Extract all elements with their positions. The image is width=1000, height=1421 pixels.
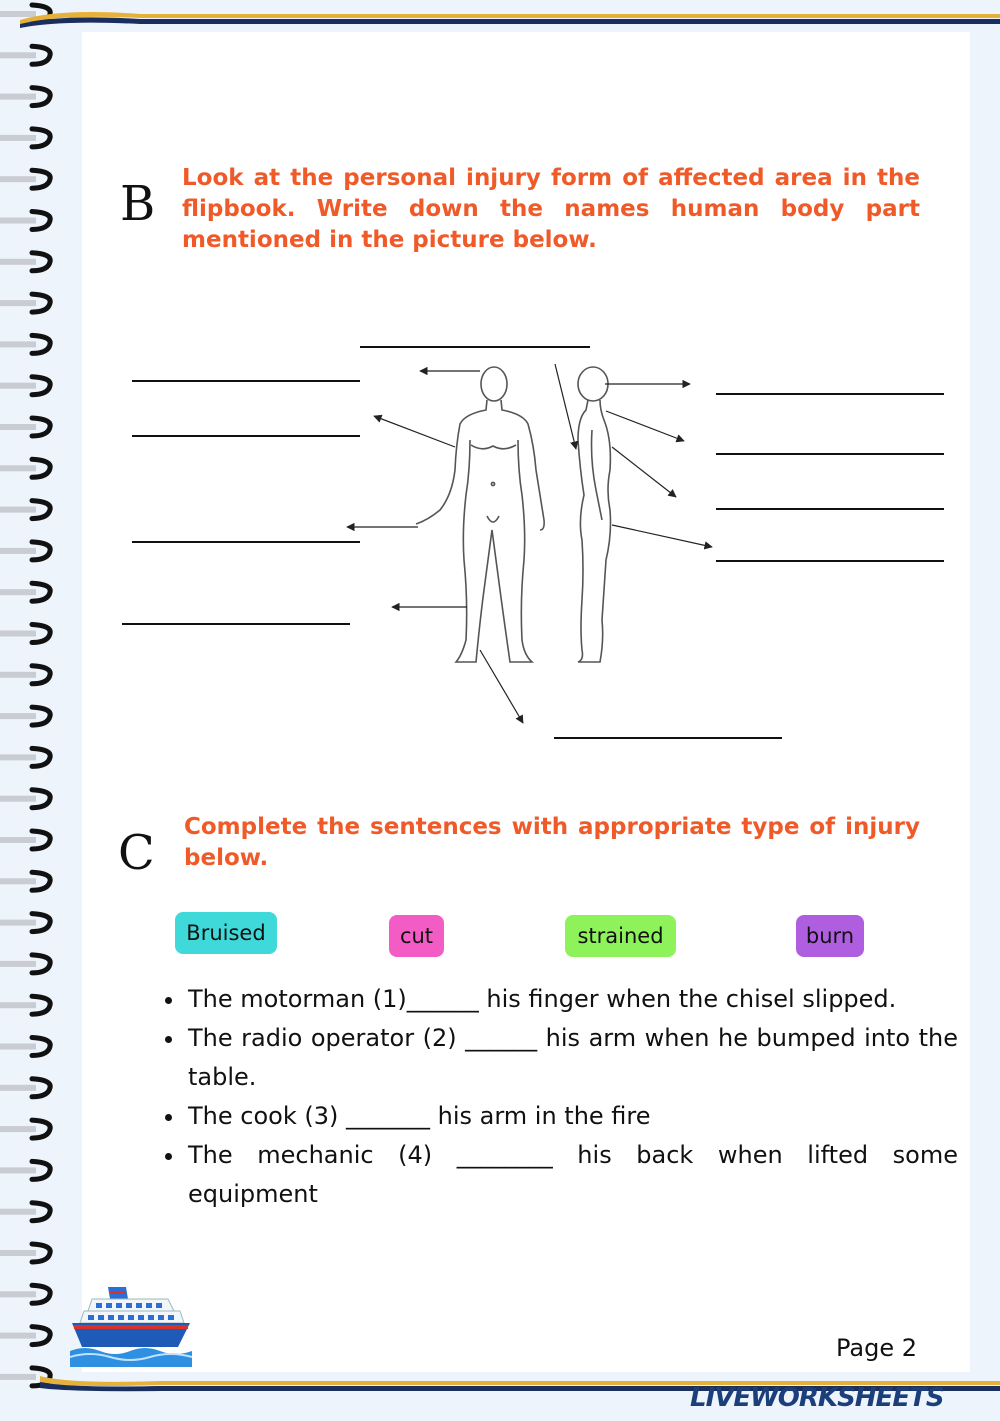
word-chip-burn[interactable]: burn	[796, 915, 864, 957]
spiral-ring	[0, 790, 50, 808]
spiral-ring	[0, 583, 50, 601]
spiral-ring	[0, 294, 50, 312]
word-chip-strained[interactable]: strained	[565, 915, 676, 957]
answer-blank[interactable]	[360, 346, 590, 348]
spiral-ring	[0, 418, 50, 436]
answer-blank[interactable]	[716, 560, 944, 562]
spiral-ring	[0, 1327, 50, 1345]
sentence-item: • The mechanic (4) ________ his back when lifted some equipment	[186, 1136, 958, 1214]
sentence-list	[150, 980, 958, 1214]
spiral-ring	[0, 1285, 50, 1303]
liveworksheets-watermark: LIVEWORKSHEETS	[690, 1383, 944, 1413]
sentence-item: • The radio operator (2) ______ his arm when he bumped into the table.	[186, 1019, 958, 1097]
sentence-item: • The cook (3) _______ his arm in the fire	[186, 1097, 958, 1136]
answer-blank[interactable]	[716, 508, 944, 510]
word-chip-cut[interactable]: cut	[389, 915, 444, 957]
top-border	[20, 6, 1000, 28]
spiral-ring	[0, 996, 50, 1014]
spiral-ring	[0, 542, 50, 560]
spiral-ring	[0, 377, 50, 395]
spiral-ring	[0, 501, 50, 519]
answer-blank[interactable]	[132, 435, 360, 437]
spiral-ring	[0, 914, 50, 932]
section-c-letter: C	[118, 825, 155, 881]
answer-blank[interactable]	[122, 623, 350, 625]
spiral-ring	[0, 46, 50, 64]
page-number: Page 2	[836, 1334, 917, 1362]
spiral-binding	[0, 0, 62, 1421]
spiral-ring	[0, 212, 50, 230]
spiral-ring	[0, 872, 50, 890]
answer-blank[interactable]	[716, 393, 944, 395]
sentence-item: • The motorman (1)______ his finger when the chisel slipped.	[186, 980, 958, 1019]
word-chip-bruised[interactable]: Bruised	[175, 912, 277, 954]
spiral-ring	[0, 955, 50, 973]
spiral-ring	[0, 707, 50, 725]
ship-illustration	[70, 1285, 192, 1367]
spiral-ring	[0, 831, 50, 849]
answer-blank[interactable]	[132, 541, 360, 543]
answer-blank[interactable]	[554, 737, 782, 739]
spiral-ring	[0, 1038, 50, 1056]
spiral-ring	[0, 625, 50, 643]
spiral-ring	[0, 1244, 50, 1262]
spiral-ring	[0, 1161, 50, 1179]
spiral-ring	[0, 666, 50, 684]
spiral-ring	[0, 459, 50, 477]
spiral-ring	[0, 1203, 50, 1221]
section-b-instruction: Look at the personal injury form of affected area in the flipbook. Write down the names human body part mentioned in the picture below.	[182, 165, 920, 253]
section-b-letter: B	[120, 176, 156, 232]
spiral-ring	[0, 1120, 50, 1138]
section-c-instruction: Complete the sentences with appropriate type of injury below.	[184, 814, 920, 871]
spiral-ring	[0, 1079, 50, 1097]
answer-blank[interactable]	[716, 453, 944, 455]
answer-blank[interactable]	[132, 380, 360, 382]
spiral-ring	[0, 748, 50, 766]
spiral-ring	[0, 335, 50, 353]
spiral-ring	[0, 129, 50, 147]
spiral-ring	[0, 88, 50, 106]
spiral-ring	[0, 253, 50, 271]
spiral-ring	[0, 170, 50, 188]
